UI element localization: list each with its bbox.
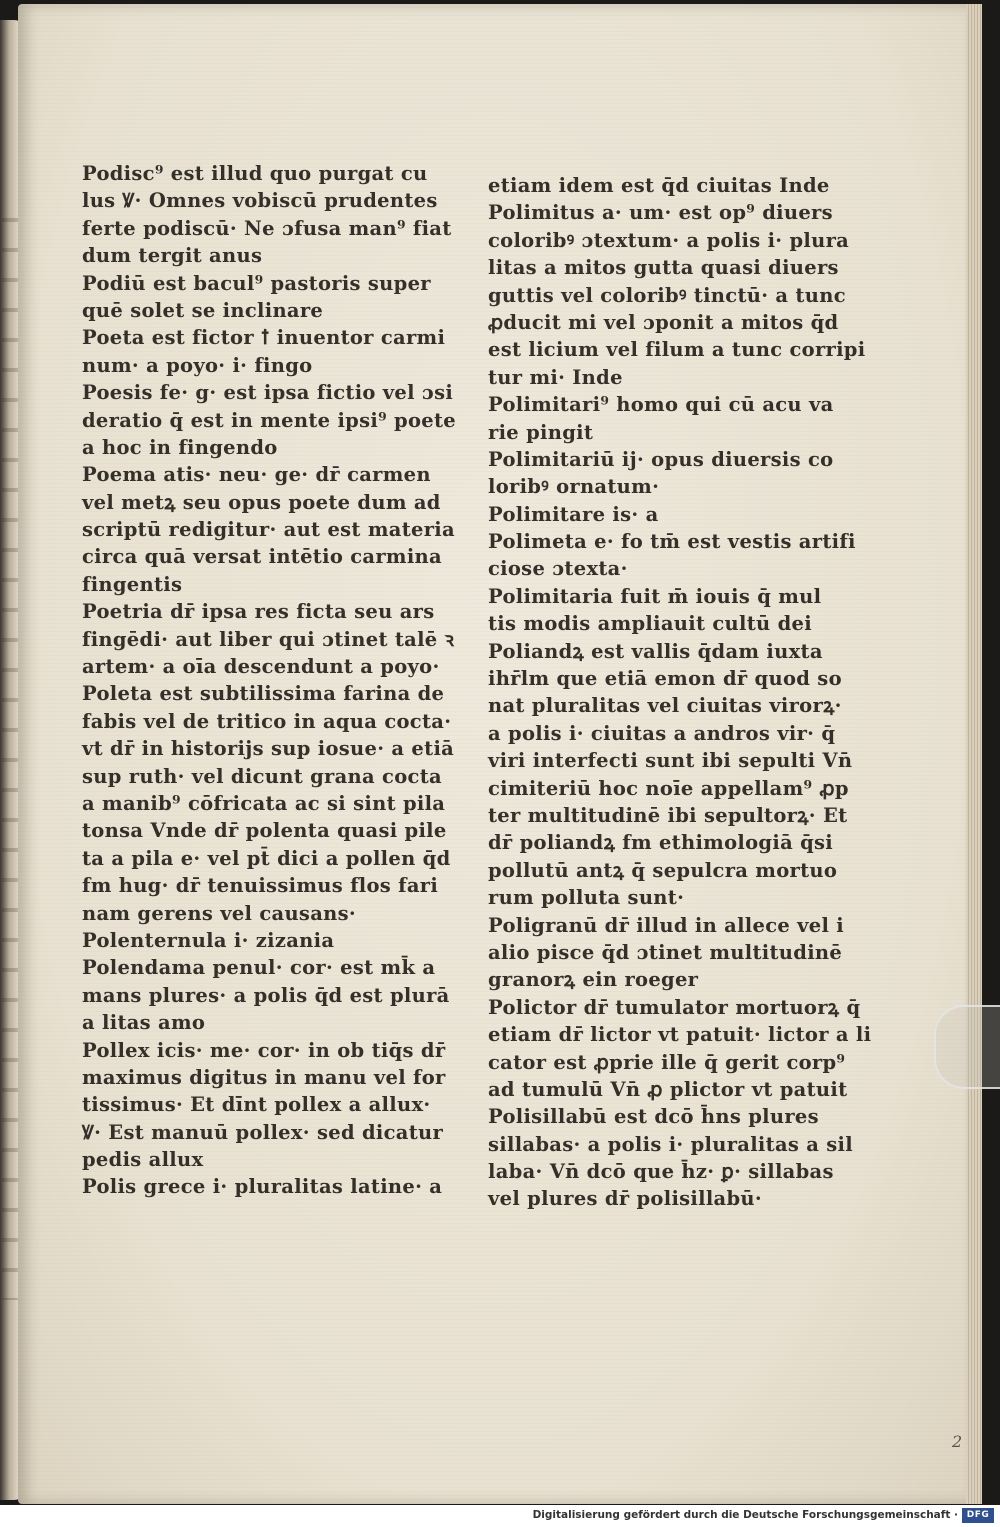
- text-line: Poliandꝝ est vallis q̄dam iuxta: [488, 639, 823, 663]
- text-line: loribꝰ ornatum·: [488, 475, 660, 499]
- folio-mark: 2: [952, 1432, 963, 1451]
- text-line: a manib⁹ cōfricata ac si sint pila: [82, 791, 446, 815]
- text-line: tonsa Vnde dr̄ polenta quasi pile: [82, 819, 447, 843]
- text-line: Polis grece i· pluralitas latine· a: [82, 1175, 443, 1199]
- text-line: sup ruth· vel dicunt grana cocta: [82, 764, 442, 788]
- text-line: deratio q̄ est in mente ipsi⁹ poete: [82, 408, 456, 432]
- text-line: etiam dr̄ lictor vt patuit· lictor a li: [488, 1023, 872, 1047]
- text-line: guttis vel coloribꝰ tinctū· a tunc: [488, 283, 846, 307]
- text-line: ꝓducit mi vel ɔponit a mitos q̄d: [488, 310, 839, 334]
- text-line: Polenternula i· zizania: [82, 928, 335, 952]
- text-line: Polimitaria fuit m̄ iouis q̄ mul: [488, 584, 822, 608]
- text-line: cimiteriū hoc noīe appellam⁹ ꝓp: [488, 776, 849, 800]
- text-line: viri interfecti sunt ibi sepulti Vn̄: [488, 749, 853, 773]
- text-line: Polimitariū ij· opus diuersis co: [488, 447, 834, 471]
- text-line: Podisc⁹ est illud quo purgat cu: [82, 162, 428, 185]
- text-line: num· a poyo· i· fingo: [82, 353, 313, 377]
- text-line: tis modis ampliauit cultū dei: [488, 612, 812, 636]
- text-line: Poligranū dr̄ illud in allece vel i: [488, 913, 845, 937]
- text-line: maximus digitus in manu vel for: [82, 1065, 446, 1089]
- text-line: rie pingit: [488, 420, 594, 444]
- text-line: est licium vel filum a tunc corripi: [488, 338, 866, 362]
- text-line: cator est ꝓprie ille q̄ gerit corp⁹: [488, 1050, 846, 1074]
- text-line: tissimus· Et dīnt pollex a allux·: [82, 1093, 431, 1117]
- text-line: litas a mitos gutta quasi diuers: [488, 256, 839, 280]
- text-line: Poema atis· neu· ge· dr̄ carmen: [82, 463, 431, 487]
- text-line: fingentis: [82, 572, 183, 596]
- text-line: Poleta est subtilissima farina de: [82, 682, 445, 706]
- text-line: pedis allux: [82, 1148, 204, 1172]
- text-line: coloribꝰ ɔtextum· a polis i· plura: [488, 228, 850, 252]
- text-line: tur mi· Inde: [488, 365, 623, 389]
- text-line: nat pluralitas vel ciuitas virorꝝ·: [488, 694, 842, 718]
- text-line: ad tumulū Vn̄ ꝓ plictor vt patuit: [488, 1077, 848, 1101]
- text-line: nam gerens vel causans·: [82, 901, 356, 925]
- text-line: etiam idem est q̄d ciuitas Inde: [488, 174, 830, 197]
- text-line: Poeta est fictor ꝉ inuentor carmi: [82, 326, 446, 350]
- text-line: a litas amo: [82, 1011, 206, 1035]
- left-text-column: [82, 160, 456, 1201]
- text-line: lus Ꝟ· Omnes vobiscū prudentes: [82, 189, 438, 213]
- text-line: Polendama penul· cor· est mk̄ a: [82, 956, 436, 980]
- text-line: ferte podiscū· Ne ɔfusa man⁹ fiat: [82, 216, 452, 240]
- text-line: Poesis fe· g· est ipsa fictio vel ɔsi: [82, 381, 454, 405]
- bookmark-clip: [934, 1005, 1000, 1089]
- text-line: ta a pila e· vel pt̄ dici a pollen q̄d: [82, 846, 451, 870]
- funding-credit: Digitalisierung gefördert durch die Deutsche Forschungsgemeinschaft ·: [532, 1509, 958, 1521]
- text-line: dum tergit anus: [82, 244, 263, 268]
- text-line: quē solet se inclinare: [82, 298, 324, 322]
- text-line: scriptū redigitur· aut est materia: [82, 518, 455, 542]
- text-line: circa quā versat intētio carmina: [82, 545, 442, 569]
- text-line: Podiū est bacul⁹ pastoris super: [82, 271, 431, 295]
- text-line: dr̄ poliandꝝ fm ethimologiā q̄si: [488, 831, 834, 855]
- text-line: sillabas· a polis i· pluralitas a sil: [488, 1132, 853, 1156]
- text-line: Pollex icis· me· cor· in ob tiq̄s dr̄: [82, 1038, 446, 1062]
- text-line: alio pisce q̄d ɔtinet multitudinē: [488, 940, 843, 964]
- text-line: Polisillabū est dcō h̄ns plures: [488, 1105, 819, 1129]
- text-line: Polimitare is· a: [488, 502, 659, 526]
- text-line: a polis i· ciuitas a andros vir· q̄: [488, 721, 836, 745]
- text-line: ter multitudinē ibi sepultorꝝ· Et: [488, 803, 848, 827]
- text-line: a hoc in fingendo: [82, 435, 278, 459]
- text-line: ciose ɔtexta·: [488, 557, 628, 581]
- text-line: Polimeta e· fo tm̄ est vestis artifi: [488, 530, 856, 554]
- text-line: rum polluta sunt·: [488, 886, 685, 910]
- dfg-logo-icon: DFG: [962, 1508, 994, 1523]
- text-line: vt dr̄ in historijs sup iosue· a etiā: [82, 737, 455, 761]
- text-line: Polimitari⁹ homo qui cū acu va: [488, 393, 834, 417]
- text-line: Polictor dr̄ tumulator mortuorꝝ q̄: [488, 995, 861, 1019]
- text-line: laba· Vn̄ dcō que h̄z· ꝑ· sillabas: [488, 1160, 834, 1184]
- text-line: vel plures dr̄ polisillabū·: [488, 1187, 762, 1211]
- text-line: Poetria dr̄ ipsa res ficta seu ars: [82, 600, 435, 624]
- right-text-column: [488, 172, 872, 1213]
- text-line: granorꝝ ein roeger: [488, 968, 699, 992]
- text-line: fingēdi· aut liber qui ɔtinet talē ꝛ: [82, 627, 455, 651]
- text-line: ihr̄lm que etiā emon dr̄ quod so: [488, 667, 842, 691]
- digitization-footer: [0, 1505, 1000, 1527]
- text-line: artem· a oīa descendunt a poyo·: [82, 655, 440, 679]
- text-line: Ꝟ· Est manuū pollex· sed dicatur: [82, 1120, 444, 1144]
- text-line: fm hug· dr̄ tenuissimus flos fari: [82, 874, 439, 898]
- text-line: vel metꝝ seu opus poete dum ad: [82, 490, 441, 514]
- text-line: Polimitus a· um· est op⁹ diuers: [488, 201, 833, 225]
- text-line: fabis vel de tritico in aqua cocta·: [82, 709, 452, 733]
- text-line: pollutū antꝝ q̄ sepulcra mortuo: [488, 858, 838, 882]
- page-stack-edge: [966, 4, 982, 1504]
- text-line: mans plures· a polis q̄d est plurā: [82, 983, 450, 1007]
